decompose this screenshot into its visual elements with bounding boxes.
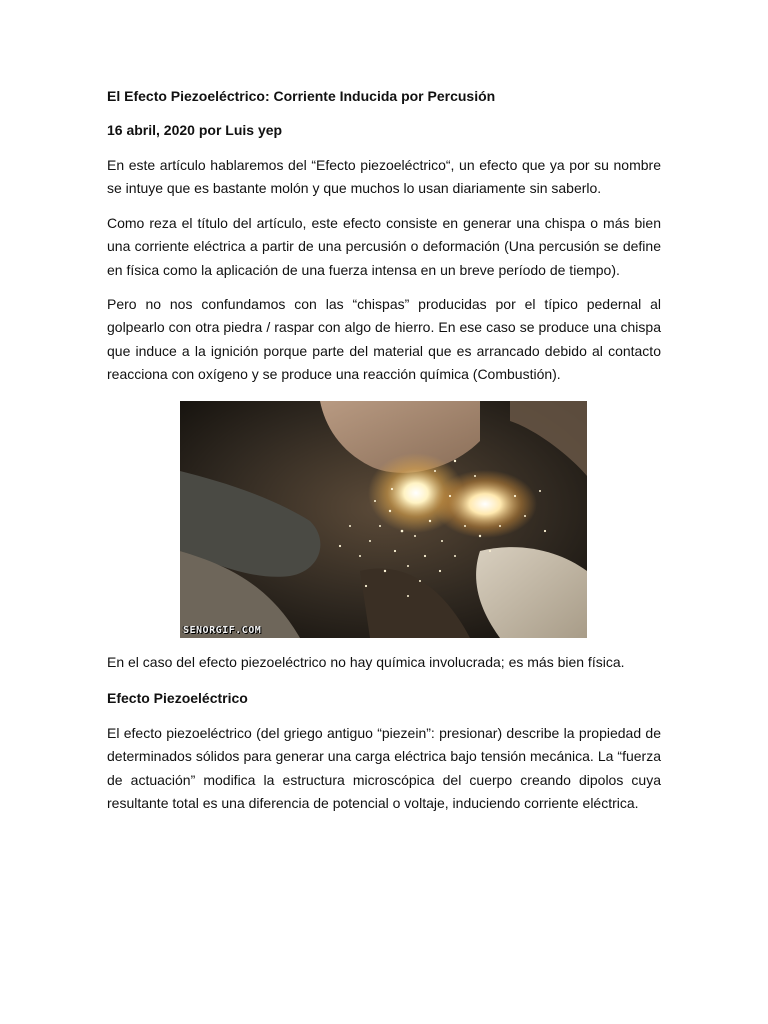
flint-paragraph: Pero no nos confundamos con las “chispas” producidas por el típico pedernal al golpearlo con otra piedra / raspar con algo de hierro. En ese caso se produce una chispa que induce a la ignición porque parte del material que es arrancado debido al contacto reacciona con oxígeno y se produce una reacción química (Combustión). xyxy=(107,296,661,383)
document-page xyxy=(107,86,661,827)
after-image-paragraph: En el caso del efecto piezoeléctrico no hay química involucrada; es más bien física. xyxy=(107,653,625,670)
definition-paragraph: Como reza el título del artículo, este efecto consiste en generar una chispa o más bien una corriente eléctrica a partir de una percusión o deformación (Una percusión se define en física como la aplicación de una fuerza intensa en un breve período de tiempo). xyxy=(107,214,661,278)
section-paragraph: El efecto piezoeléctrico (del griego antiguo “piezein”: presionar) describe la propiedad de determinados sólidos para generar una carga eléctrica bajo tensión mecánica. La “fuerza de actuación” modifica la estructura microscópica del cuerpo creando dipolos cuya resultante total es una diferencia de potencial o voltaje, induciendo corriente eléctrica. xyxy=(107,725,661,812)
sparks-gif-image xyxy=(180,401,587,638)
article-title: El Efecto Piezoeléctrico: Corriente Inducida por Percusión xyxy=(107,88,496,104)
article-byline: 16 abril, 2020 por Luis yep xyxy=(107,122,283,138)
image-watermark: SENORGIF.COM xyxy=(183,624,262,636)
intro-paragraph: En este artículo hablaremos del “Efecto piezoeléctrico“, un efecto que ya por su nombre se intuye que es bastante molón y que muchos lo usan diariamente sin saberlo. xyxy=(107,157,661,197)
section-heading: Efecto Piezoeléctrico xyxy=(107,690,248,707)
sparks-illustration xyxy=(180,401,587,638)
